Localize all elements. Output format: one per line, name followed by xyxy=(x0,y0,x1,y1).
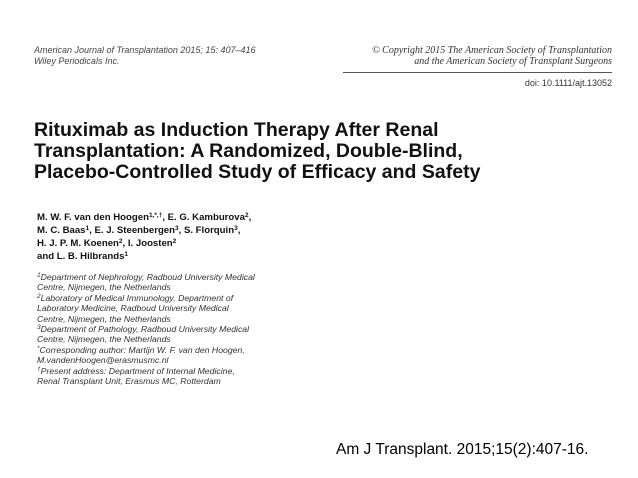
affiliation-text: Department of Nephrology, Radboud University Medical xyxy=(40,272,255,282)
doi: doi: 10.1111/ajt.13052 xyxy=(524,78,612,88)
affiliation-text: Department of Pathology, Radboud University Medical xyxy=(40,324,250,335)
author-line-1 xyxy=(37,211,251,224)
affiliation-mark: 1 xyxy=(37,272,41,279)
author-affil-mark: 1 xyxy=(85,225,90,232)
author-name: , E. G. Kamburova xyxy=(162,212,245,223)
header-divider xyxy=(343,72,612,73)
paper-title xyxy=(34,120,614,183)
author-separator: , xyxy=(248,212,252,223)
author-affil-mark: 1 xyxy=(124,251,129,258)
affiliation-mark: 2 xyxy=(37,292,41,300)
author-name: H. J. P. M. Koenen xyxy=(37,238,119,249)
journal-line: American Journal of Transplantation 2015; 15: 407–416 xyxy=(34,45,256,55)
title-line-1: Rituximab as Induction Therapy After Renal xyxy=(34,119,439,141)
author-line-4 xyxy=(37,250,251,263)
affiliation-3-cont: Centre, Nijmegen, the Netherlands xyxy=(37,334,171,345)
title-line-3: Placebo-Controlled Study of Efficacy and Safety xyxy=(34,161,481,183)
affiliation-2-cont: Centre, Nijmegen, the Netherlands xyxy=(37,313,171,324)
author-name: , I. Joosten xyxy=(122,238,173,249)
author-affil-mark: 2 xyxy=(244,212,249,219)
present-address-cont: Renal Transplant Unit, Erasmus MC, Rotterdam xyxy=(37,376,221,387)
affiliation-3 xyxy=(37,324,255,334)
author-line-3 xyxy=(37,237,251,250)
copyright-line-1: © Copyright 2015 The American Society of Transplantation xyxy=(372,45,612,56)
author-list xyxy=(37,211,251,263)
affiliation-1-cont: Centre, Nijmegen, the Netherlands xyxy=(37,282,171,293)
copyright-header xyxy=(372,45,612,67)
author-name: , S. Florquin xyxy=(178,225,235,236)
present-address xyxy=(37,366,255,376)
corresponding-email: M.vandenHoogen@erasmusmc.nl xyxy=(37,355,169,366)
author-affil-mark: 1,*,† xyxy=(148,212,163,219)
corresponding-author xyxy=(37,345,255,355)
author-separator: , xyxy=(237,225,241,236)
affiliation-2 xyxy=(37,293,255,303)
citation: Am J Transplant. 2015;15(2):407-16. xyxy=(336,441,589,458)
title-line-2: Transplantation: A Randomized, Double-Blind, xyxy=(34,140,463,162)
affiliation-mark: 3 xyxy=(37,324,41,332)
author-name: M. W. F. van den Hoogen xyxy=(37,212,149,223)
journal-header xyxy=(34,45,255,67)
corresponding-text: Corresponding author: Martijn W. F. van den Hoogen, xyxy=(39,344,245,355)
author-affil-mark: 3 xyxy=(234,225,238,232)
affiliation-2-cont: Laboratory Medicine, Radboud University Medical xyxy=(37,303,229,314)
author-name: M. C. Baas xyxy=(37,225,86,236)
affiliation-1 xyxy=(37,272,255,282)
author-affil-mark: 2 xyxy=(118,238,123,245)
present-address-mark: † xyxy=(37,365,41,373)
author-affil-mark: 2 xyxy=(172,238,177,245)
affiliation-text: Laboratory of Medical Immunology, Department of xyxy=(40,292,234,303)
author-name: , E. J. Steenbergen xyxy=(89,225,175,236)
present-address-text: Present address: Department of Internal Medicine, xyxy=(40,365,235,376)
corresponding-mark: * xyxy=(37,344,40,352)
publisher-line: Wiley Periodicals Inc. xyxy=(34,56,120,66)
author-name: and L. B. Hilbrands xyxy=(37,251,125,262)
author-affil-mark: 3 xyxy=(175,225,179,232)
affiliations xyxy=(37,272,255,386)
author-line-2 xyxy=(37,224,251,237)
copyright-line-2: and the American Society of Transplant Surgeons xyxy=(414,56,612,67)
